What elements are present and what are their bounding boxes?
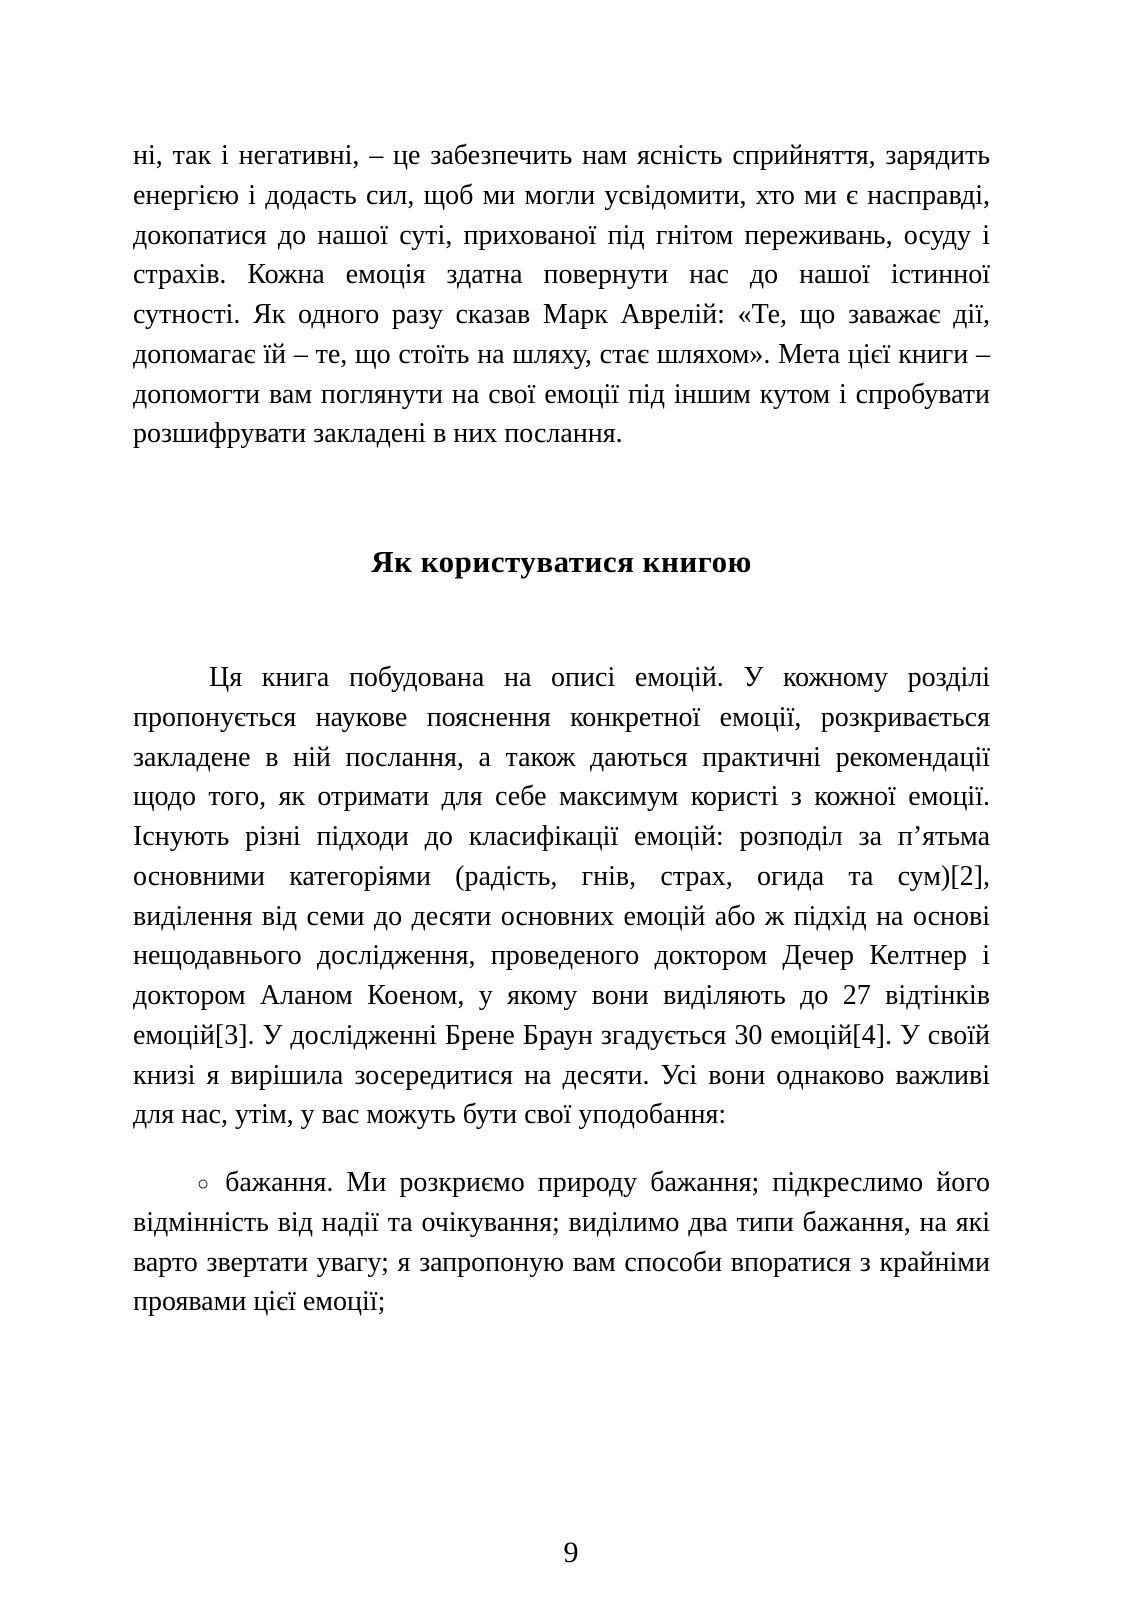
paragraph-continuation: ні, так і негативні, – це забезпечить нам ясність сприйняття, зарядить енергією і додасть сил, щоб ми могли усвідомити, хто ми є насправді, докопатися до нашої суті, прихованої під гнітом переживань, осуду і страхів. Кожна емоція здатна повернути нас до нашої істинної сутності. Як одного разу сказав Марк Аврелій: «Те, що заважає дії, допомагає їй – те, що стоїть на шляху, стає шляхом». Мета цієї книги – допомогти вам поглянути на свої емоції під іншим кутом і спробувати розшифрувати закладені в них послання. bbox=[133, 140, 990, 450]
bullet-circle-icon: ○ bbox=[197, 1173, 210, 1196]
section-heading: Як користуватися книгою bbox=[371, 544, 752, 579]
paragraph-body: Ця книга побудована на описі емоцій. У кожному розділі пропонується наукове пояснення конкретної емоції, розкривається закладене в ній послання, а також даються практичні рекомендації щодо того, як отримати для себе максимум користі з кожної емоції. Існують різні підходи до класифікації емоцій: розподіл за п’ятьма основними категоріями (радість, гнів, страх, огида та сум)[2], виділення від семи до десяти основних емоцій або ж підхід на основі нещодавнього дослідження, проведеного доктором Дечер Келтнер і доктором Аланом Коеном, у якому вони виділяють до 27 відтінків емоцій[3]. У дослідженні Брене Браун згадується 30 емоцій[4]. У своїй книзі я вирішила зосередитися на десяти. Усі вони однаково важливі для нас, утім, у вас можуть бути свої уподобання: bbox=[133, 662, 990, 1131]
bullet-text: бажання. Ми розкриємо природу бажання; підкреслимо його відмінність від надії та очікування; виділимо два типи бажання, на які варто звертати увагу; я запропоную вам способи впоратися з крайніми проявами цієї емоції; bbox=[133, 1167, 990, 1318]
bullet-item bbox=[133, 1163, 990, 1322]
page-number: 9 bbox=[563, 1536, 579, 1570]
